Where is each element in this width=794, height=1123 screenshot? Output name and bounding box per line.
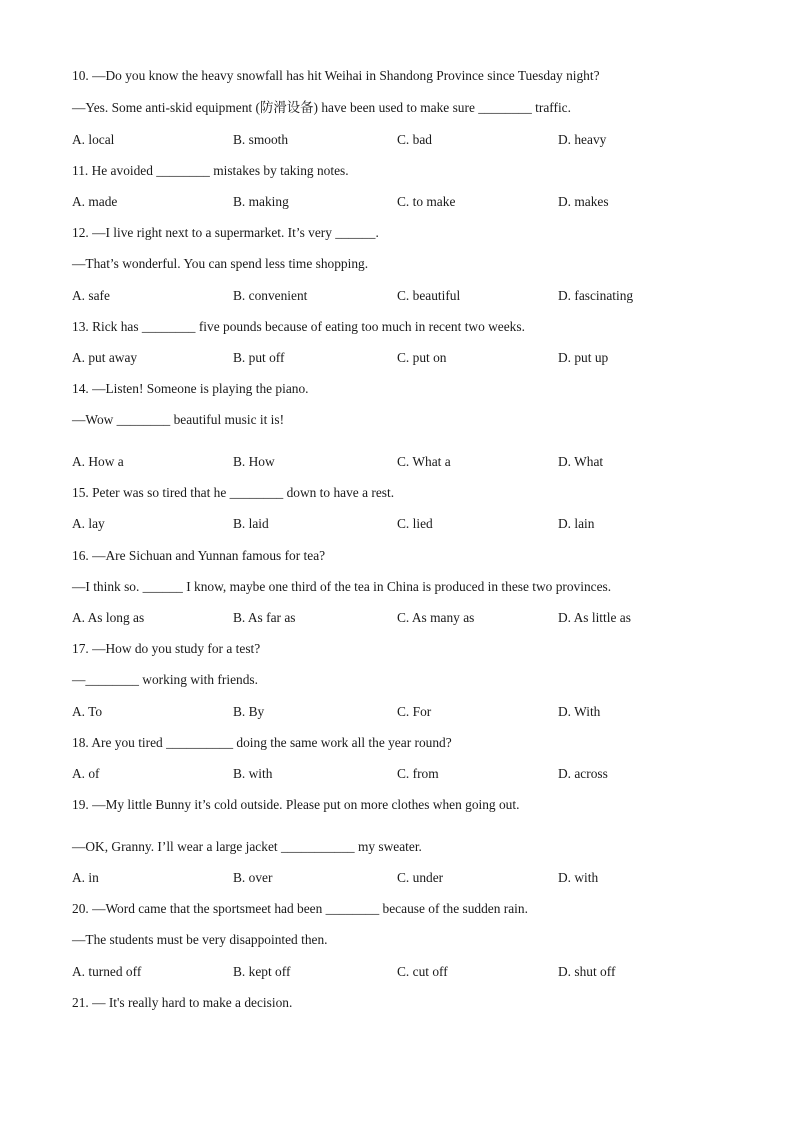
q12-option-c: C. beautiful: [397, 288, 461, 303]
q10-options: [72, 132, 732, 148]
q20-options: [72, 964, 732, 980]
q21-line-1: 21. — It's really hard to make a decision.: [72, 995, 293, 1010]
q10-line-1: 10. —Do you know the heavy snowfall has hit Weihai in Shandong Province since Tuesday night?: [72, 68, 600, 83]
q19-option-c: C. under: [397, 870, 444, 885]
q19-option-d: D. with: [558, 870, 599, 885]
q15-option-d: D. lain: [558, 516, 595, 531]
q12-option-b: B. convenient: [233, 288, 308, 303]
q14-line-1: 14. —Listen! Someone is playing the piano.: [72, 381, 309, 396]
q14-option-d: D. What: [558, 454, 604, 469]
q14-line-2: —Wow ________ beautiful music it is!: [72, 412, 285, 427]
q15-options: [72, 516, 732, 532]
q18-option-a: A. of: [72, 766, 100, 781]
q10-option-d: D. heavy: [558, 132, 607, 147]
q10-option-c: C. bad: [397, 132, 432, 147]
q11-option-d: D. makes: [558, 194, 609, 209]
q18-options: [72, 766, 732, 782]
q17-line-2: —________ working with friends.: [72, 672, 258, 687]
q13-line-1: 13. Rick has ________ five pounds because of eating too much in recent two weeks.: [72, 319, 525, 334]
q17-option-b: B. By: [233, 704, 265, 719]
q19-line-1: 19. —My little Bunny it’s cold outside. Please put on more clothes when going out.: [72, 797, 520, 812]
q12-option-d: D. fascinating: [558, 288, 634, 303]
q19-options: [72, 870, 732, 886]
q16-options: [72, 610, 732, 626]
q12-options: [72, 288, 732, 304]
q19-line-2: —OK, Granny. I’ll wear a large jacket ___________ my sweater.: [72, 839, 422, 854]
q15-option-a: A. lay: [72, 516, 105, 531]
q16-line-2: —I think so. ______ I know, maybe one third of the tea in China is produced in these two provinces.: [72, 579, 612, 594]
q20-line-2: —The students must be very disappointed then.: [72, 932, 328, 947]
q20-option-a: A. turned off: [72, 964, 142, 979]
q16-line-1: 16. —Are Sichuan and Yunnan famous for tea?: [72, 548, 326, 563]
q13-options: [72, 350, 732, 366]
q17-option-c: C. For: [397, 704, 432, 719]
q11-line-1: 11. He avoided ________ mistakes by taking notes.: [72, 163, 349, 178]
q10-option-b: B. smooth: [233, 132, 289, 147]
q20-option-b: B. kept off: [233, 964, 291, 979]
q17-option-a: A. To: [72, 704, 103, 719]
q17-options: [72, 704, 732, 720]
q18-option-b: B. with: [233, 766, 273, 781]
q13-option-c: C. put on: [397, 350, 447, 365]
q19-option-b: B. over: [233, 870, 273, 885]
q15-option-c: C. lied: [397, 516, 433, 531]
q14-option-b: B. How: [233, 454, 275, 469]
q17-option-d: D. With: [558, 704, 601, 719]
q16-option-a: A. As long as: [72, 610, 145, 625]
q13-option-d: D. put up: [558, 350, 609, 365]
q12-line-1: 12. —I live right next to a supermarket. It’s very ______.: [72, 225, 379, 240]
q14-option-c: C. What a: [397, 454, 451, 469]
q12-line-2: —That’s wonderful. You can spend less time shopping.: [72, 256, 369, 271]
q16-option-c: C. As many as: [397, 610, 475, 625]
q11-option-c: C. to make: [397, 194, 456, 209]
q18-option-d: D. across: [558, 766, 608, 781]
q13-option-a: A. put away: [72, 350, 138, 365]
q17-line-1: 17. —How do you study for a test?: [72, 641, 261, 656]
q18-line-1: 18. Are you tired __________ doing the same work all the year round?: [72, 735, 452, 750]
q14-option-a: A. How a: [72, 454, 124, 469]
q11-option-b: B. making: [233, 194, 289, 209]
q19-option-a: A. in: [72, 870, 99, 885]
q11-option-a: A. made: [72, 194, 118, 209]
q18-option-c: C. from: [397, 766, 439, 781]
q20-line-1: 20. —Word came that the sportsmeet had been ________ because of the sudden rain.: [72, 901, 528, 916]
q11-options: [72, 194, 732, 210]
q12-option-a: A. safe: [72, 288, 110, 303]
q13-option-b: B. put off: [233, 350, 285, 365]
q10-line-2: —Yes. Some anti-skid equipment (防滑设备) have been used to make sure ________ traffic.: [72, 100, 571, 115]
q16-option-b: B. As far as: [233, 610, 296, 625]
q16-option-d: D. As little as: [558, 610, 631, 625]
q20-option-d: D. shut off: [558, 964, 616, 979]
q10-option-a: A. local: [72, 132, 115, 147]
q15-line-1: 15. Peter was so tired that he ________ down to have a rest.: [72, 485, 395, 500]
q15-option-b: B. laid: [233, 516, 269, 531]
q14-options: [72, 454, 732, 470]
q20-option-c: C. cut off: [397, 964, 448, 979]
